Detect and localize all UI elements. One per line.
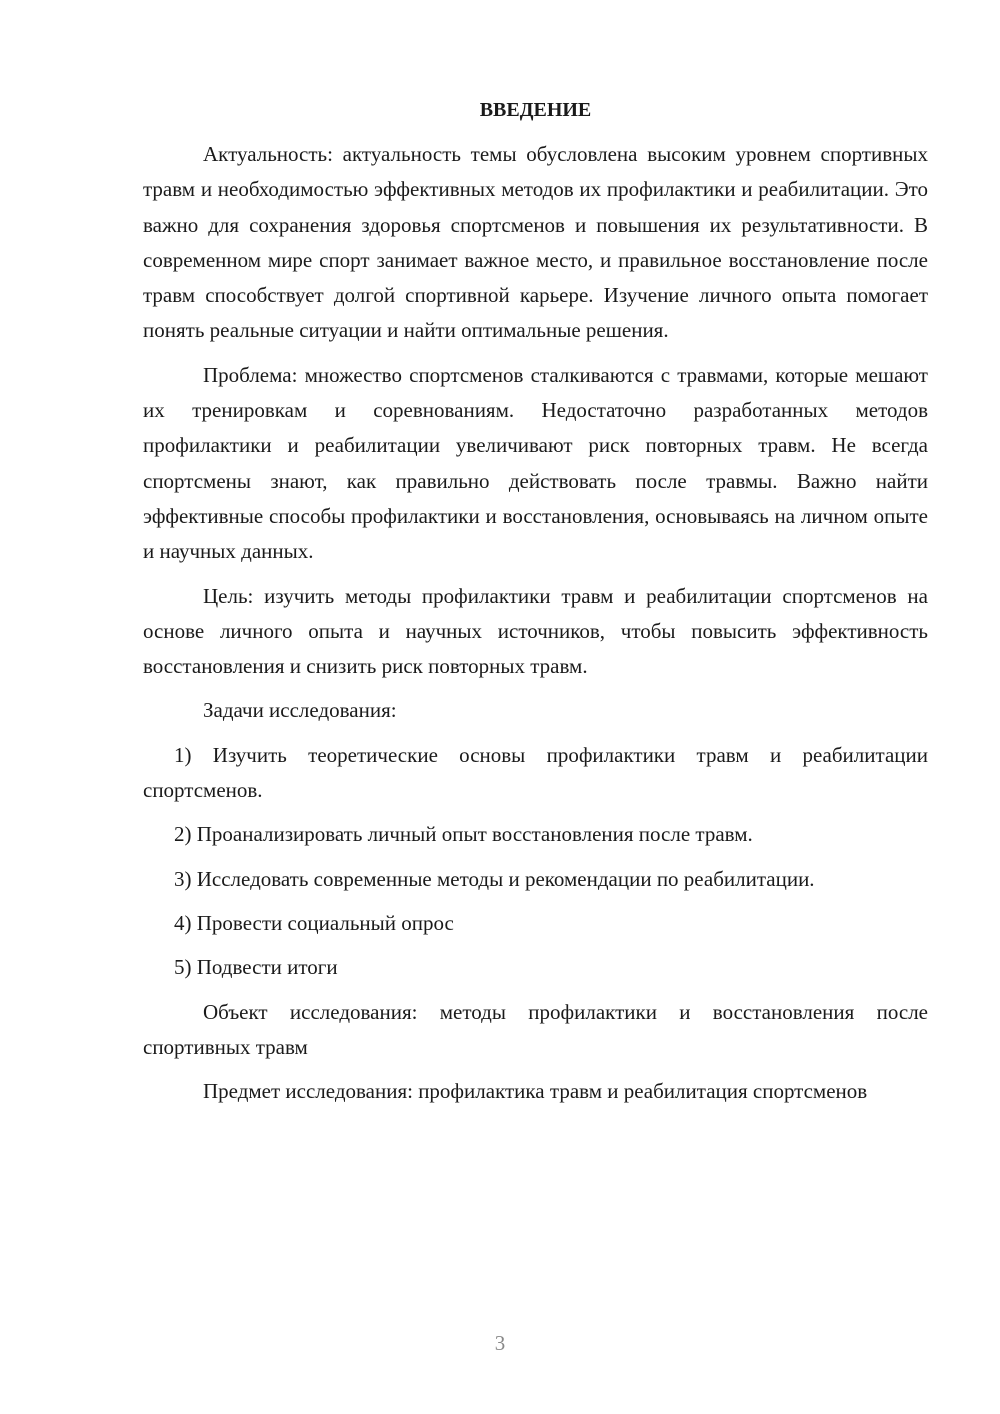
task-item: 3) Исследовать современные методы и рекомендации по реабилитации.: [174, 866, 815, 891]
tasks-heading: Задачи исследования:: [203, 698, 397, 723]
paragraph-problem: Проблема: множество спортсменов сталкиваются с травмами, которые мешают их тренировкам и соревнованиям. Недостаточно разработанных методов профилактики и реабилитации увеличивают риск повторных травм. Не всегда спортсмены знают, как правильно действовать после травмы. Важно найти эффективные способы профилактики и восстановления, основываясь на личном опыте и научных данных.: [143, 362, 928, 564]
page-number: 3: [494, 1331, 506, 1355]
task-item: 1) Изучить теоретические основы профилактики травм и реабилитации спортсменов.: [143, 742, 928, 803]
task-item: 5) Подвести итоги: [174, 955, 338, 980]
paragraph-subject: Предмет исследования: профилактика травм и реабилитация спортсменов: [203, 1079, 868, 1104]
section-heading: ВВЕДЕНИЕ: [479, 99, 592, 121]
page-content: [143, 92, 928, 1118]
task-item: 2) Проанализировать личный опыт восстановления после травм.: [174, 822, 753, 847]
task-item: 4) Провести социальный опрос: [174, 910, 454, 935]
paragraph-object: Объект исследования: методы профилактики и восстановления после спортивных травм: [143, 999, 928, 1059]
paragraph-goal: Цель: изучить методы профилактики травм и реабилитации спортсменов на основе личного опыта и научных источников, чтобы повысить эффективность восстановления и снизить риск повторных травм.: [143, 583, 928, 679]
paragraph-relevance: Актуальность: актуальность темы обусловлена высоким уровнем спортивных травм и необходимостью эффективных методов их профилактики и реабилитации. Это важно для сохранения здоровья спортсменов и повышения их результативности. В современном мире спорт занимает важное место, и правильное восстановление после травм способствует долгой спортивной карьере. Изучение личного опыта помогает понять реальные ситуации и найти оптимальные решения.: [143, 142, 928, 343]
